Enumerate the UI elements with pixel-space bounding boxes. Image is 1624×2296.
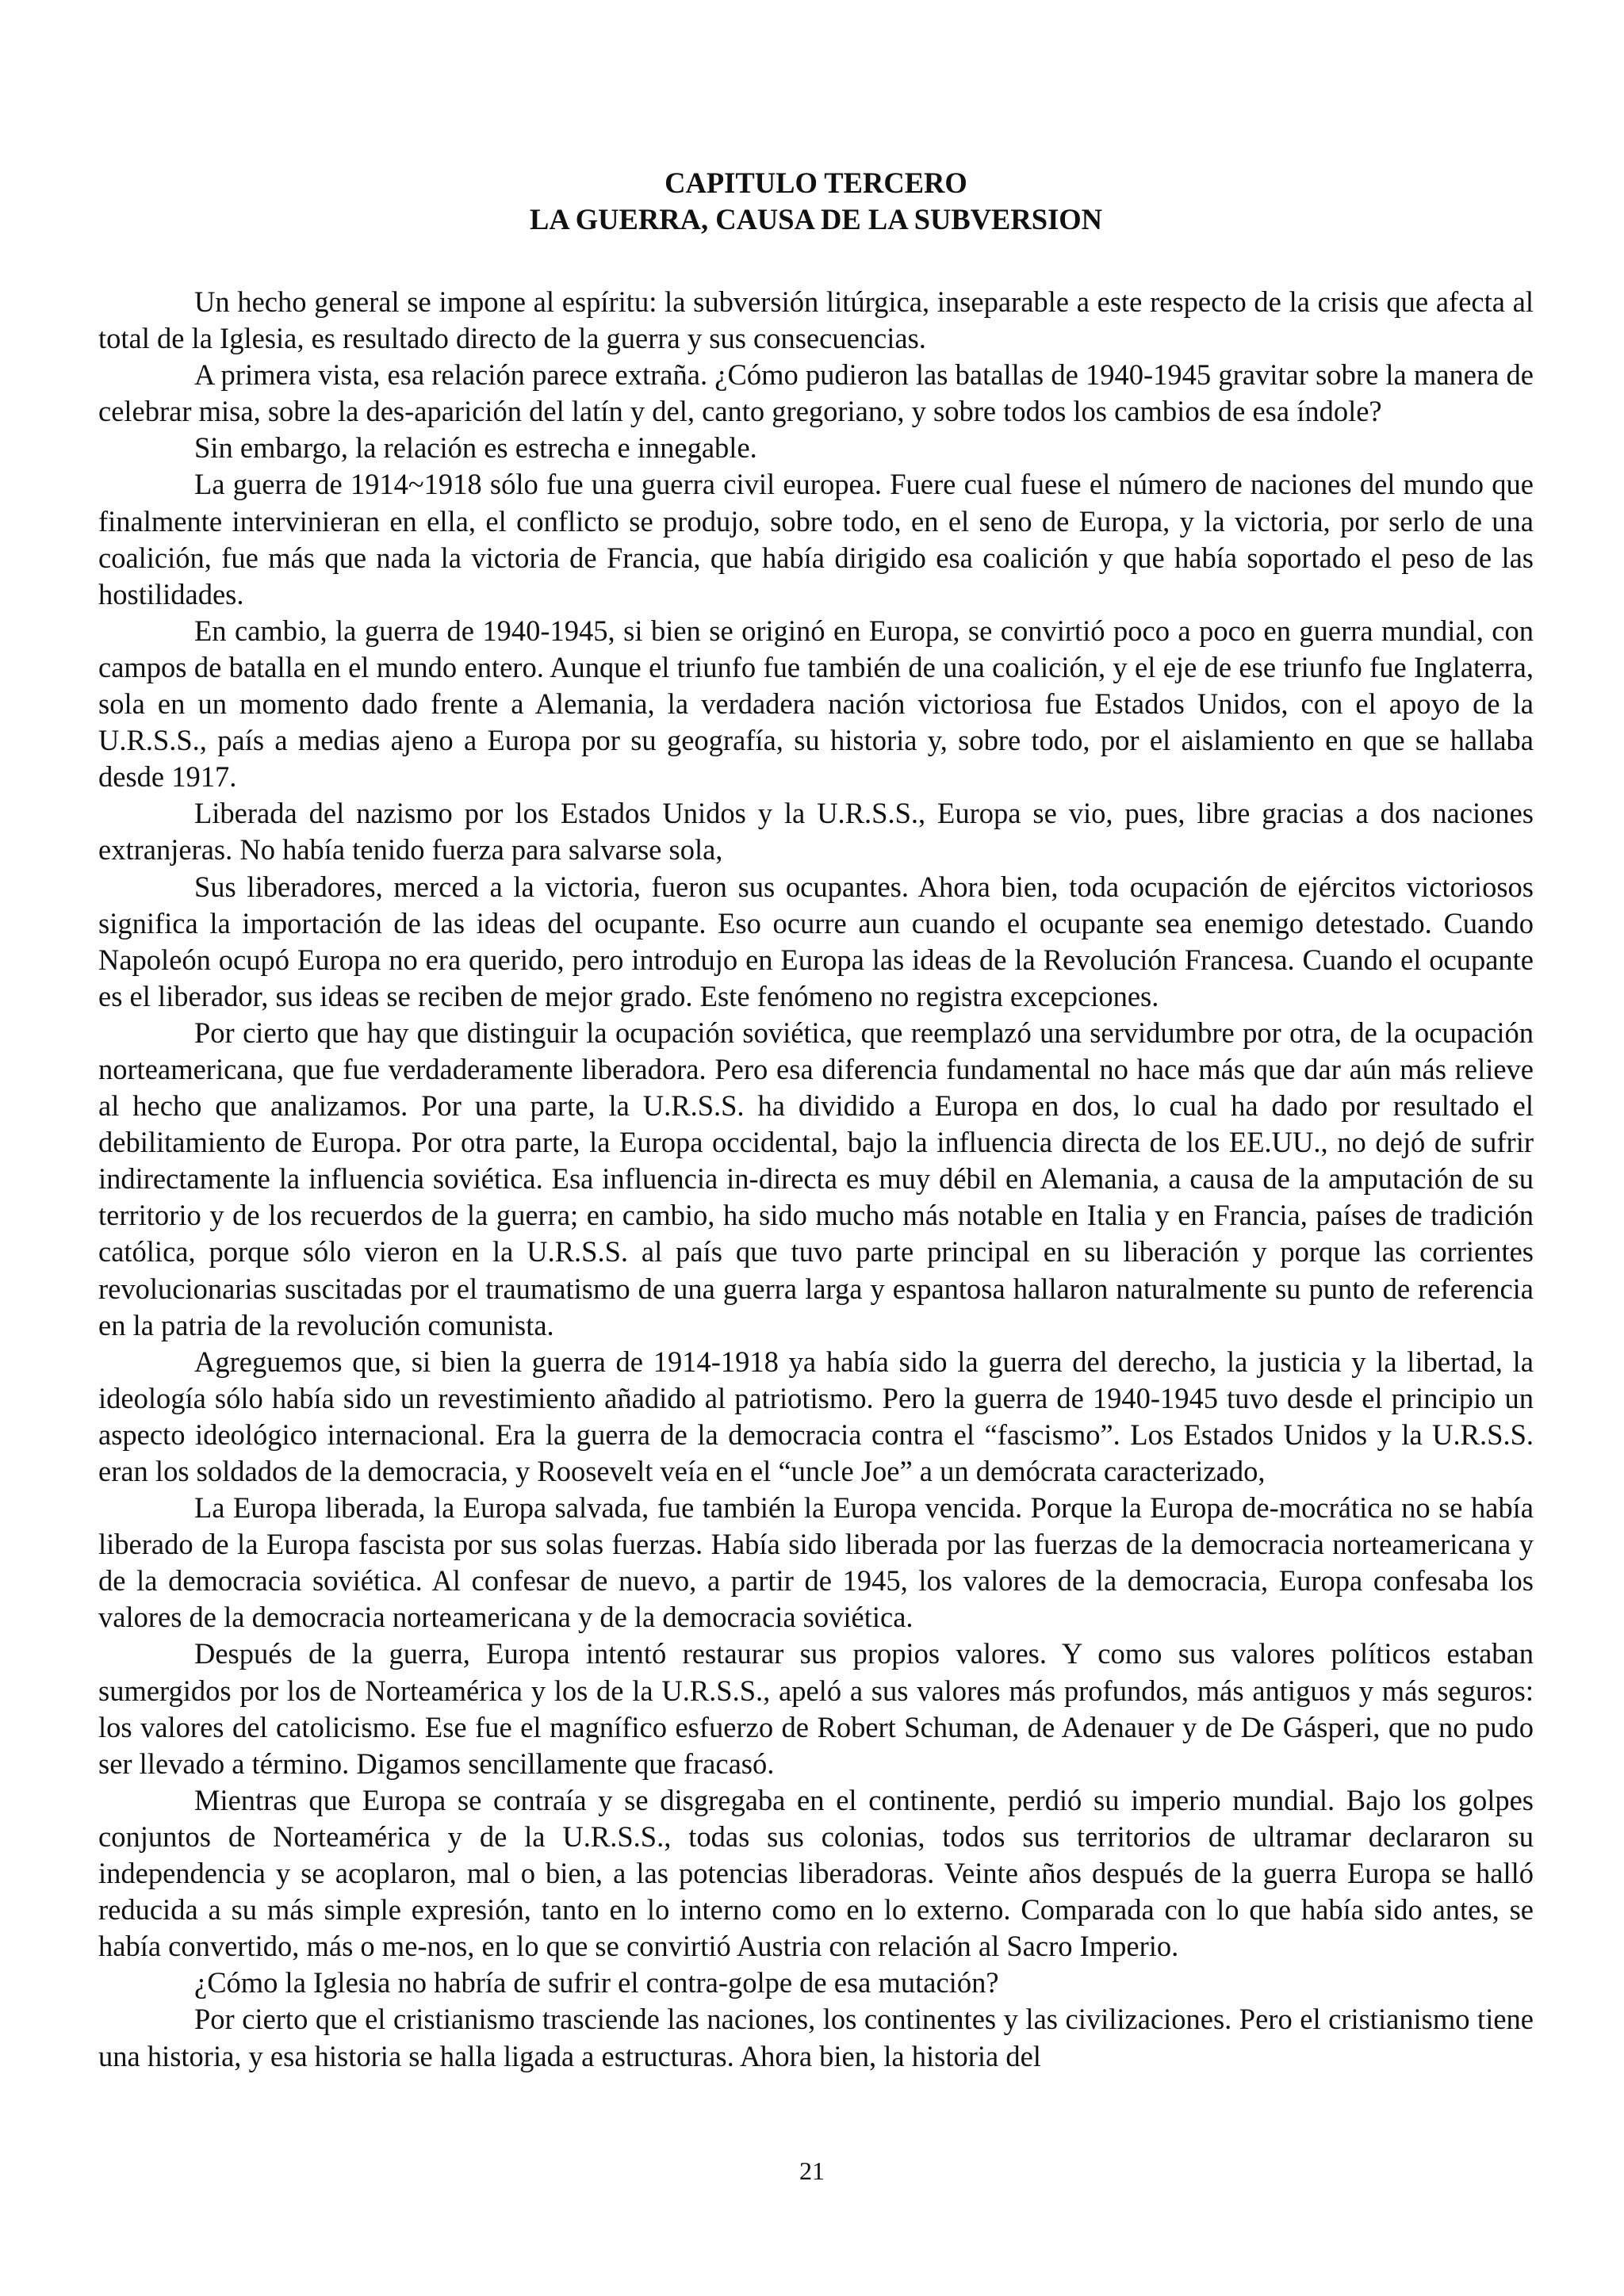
paragraph: La guerra de 1914~1918 sólo fue una guerra civil europea. Fuere cual fuese el número de naciones del mundo que finalmente intervinieran en ella, el conflicto se produjo, sobre todo, en el seno de Europa, y la victoria, por serlo de una coalición, fue más que nada la victoria de Francia, que había dirigido esa coalición y que había soportado el peso de las hostilidades. bbox=[98, 468, 1534, 610]
paragraph: Un hecho general se impone al espíritu: la subversión litúrgica, inseparable a este respecto de la crisis que afecta al total de la Iglesia, es resultado directo de la guerra y sus consecuencias. bbox=[98, 285, 1534, 355]
paragraph: Después de la guerra, Europa intentó restaurar sus propios valores. Y como sus valores políticos estaban sumergidos por los de Norteamérica y los de la U.R.S.S., apeló a sus valores más profundos, más antiguos y más seguros: los valores del catolicismo. Ese fue el magnífico esfuerzo de Robert Schuman, de Adenauer y de De Gásperi, que no pudo ser llevado a término. Digamos sencillamente que fracasó. bbox=[98, 1637, 1534, 1780]
paragraph: Por cierto que el cristianismo trasciende las naciones, los continentes y las civilizaciones. Pero el cristianismo tiene una historia, y esa historia se halla ligada a estructuras. Ahora bien, la historia del bbox=[98, 2003, 1534, 2072]
page-number: 21 bbox=[799, 2156, 825, 2185]
paragraph: La Europa liberada, la Europa salvada, fue también la Europa vencida. Porque la Europa de-mocrática no se había liberado de la Europa fascista por sus solas fuerzas. Había sido liberada por las fuerzas de la democracia norteamericana y de la democracia soviética. Al confesar de nuevo, a partir de 1945, los valores de la democracia, Europa confesaba los valores de la democracia norteamericana y de la democracia soviética. bbox=[98, 1491, 1534, 1634]
paragraph: Sus liberadores, merced a la victoria, fueron sus ocupantes. Ahora bien, toda ocupación de ejércitos victoriosos significa la importación de las ideas del ocupante. Eso ocurre aun cuando el ocupante sea enemigo detestado. Cuando Napoleón ocupó Europa no era querido, pero introdujo en Europa las ideas de la Revolución Francesa. Cuando el ocupante es el liberador, sus ideas se reciben de mejor grado. Este fenómeno no registra excepciones. bbox=[98, 870, 1534, 1012]
paragraph: A primera vista, esa relación parece extraña. ¿Cómo pudieron las batallas de 1940-1945 gravitar sobre la manera de celebrar misa, sobre la des-aparición del latín y del, canto gregoriano, y sobre todos los cambios de esa índole? bbox=[98, 358, 1534, 428]
chapter-number: CAPITULO TERCERO bbox=[665, 166, 967, 199]
chapter-heading bbox=[98, 165, 1534, 238]
paragraph: ¿Cómo la Iglesia no habría de sufrir el contra-golpe de esa mutación? bbox=[194, 1966, 999, 1999]
paragraph: Agreguemos que, si bien la guerra de 1914-1918 ya había sido la guerra del derecho, la justicia y la libertad, la ideología sólo había sido un revestimiento añadido al patriotismo. Pero la guerra de 1940-1945 tuvo desde el principio un aspecto ideológico internacional. Era la guerra de la democracia contra el “fascismo”. Los Estados Unidos y la U.R.S.S. eran los soldados de la democracia, y Roosevelt veía en el “uncle Joe” a un demócrata caracterizado, bbox=[98, 1345, 1534, 1487]
paragraph: Sin embargo, la relación es estrecha e innegable. bbox=[194, 431, 757, 465]
body-text bbox=[98, 284, 1534, 2075]
paragraph: Liberada del nazismo por los Estados Unidos y la U.R.S.S., Europa se vio, pues, libre gracias a dos naciones extranjeras. No había tenido fuerza para salvarse sola, bbox=[98, 797, 1534, 867]
paragraph: Mientras que Europa se contraía y se disgregaba en el continente, perdió su imperio mundial. Bajo los golpes conjuntos de Norteamérica y de la U.R.S.S., todas sus colonias, todos sus territorios de ultramar declararon su independencia y se acoplaron, mal o bien, a las potencias liberadoras. Veinte años después de la guerra Europa se halló reducida a su más simple expresión, tanto en lo interno como en lo externo. Comparada con lo que había sido antes, se había convertido, más o me-nos, en lo que se convirtió Austria con relación al Sacro Imperio. bbox=[98, 1783, 1534, 1963]
chapter-title: LA GUERRA, CAUSA DE LA SUBVERSION bbox=[529, 203, 1103, 235]
paragraph: En cambio, la guerra de 1940-1945, si bien se originó en Europa, se convirtió poco a poco en guerra mundial, con campos de batalla en el mundo entero. Aunque el triunfo fue también de una coalición, y el eje de ese triunfo fue Inglaterra, sola en un momento dado frente a Alemania, la verdadera nación victoriosa fue Estados Unidos, con el apoyo de la U.R.S.S., país a medias ajeno a Europa por su geografía, su historia y, sobre todo, por el aislamiento en que se hallaba desde 1917. bbox=[98, 614, 1534, 794]
paragraph: Por cierto que hay que distinguir la ocupación soviética, que reemplazó una servidumbre por otra, de la ocupación norteamericana, que fue verdaderamente liberadora. Pero esa diferencia fundamental no hace más que dar aún más relieve al hecho que analizamos. Por una parte, la U.R.S.S. ha dividido a Europa en dos, lo cual ha dado por resultado el debilitamiento de Europa. Por otra parte, la Europa occidental, bajo la influencia directa de los EE.UU., no dejó de sufrir indirectamente la influencia soviética. Esa influencia in-directa es muy débil en Alemania, a causa de la amputación de su territorio y de los recuerdos de la guerra; en cambio, ha sido mucho más notable en Italia y en Francia, países de tradición católica, porque sólo vieron en la U.R.S.S. al país que tuvo parte principal en su liberación y porque las corrientes revolucionarias suscitadas por el traumatismo de una guerra larga y espantosa hallaron naturalmente su punto de referencia en la patria de la revolución comunista. bbox=[98, 1016, 1534, 1341]
